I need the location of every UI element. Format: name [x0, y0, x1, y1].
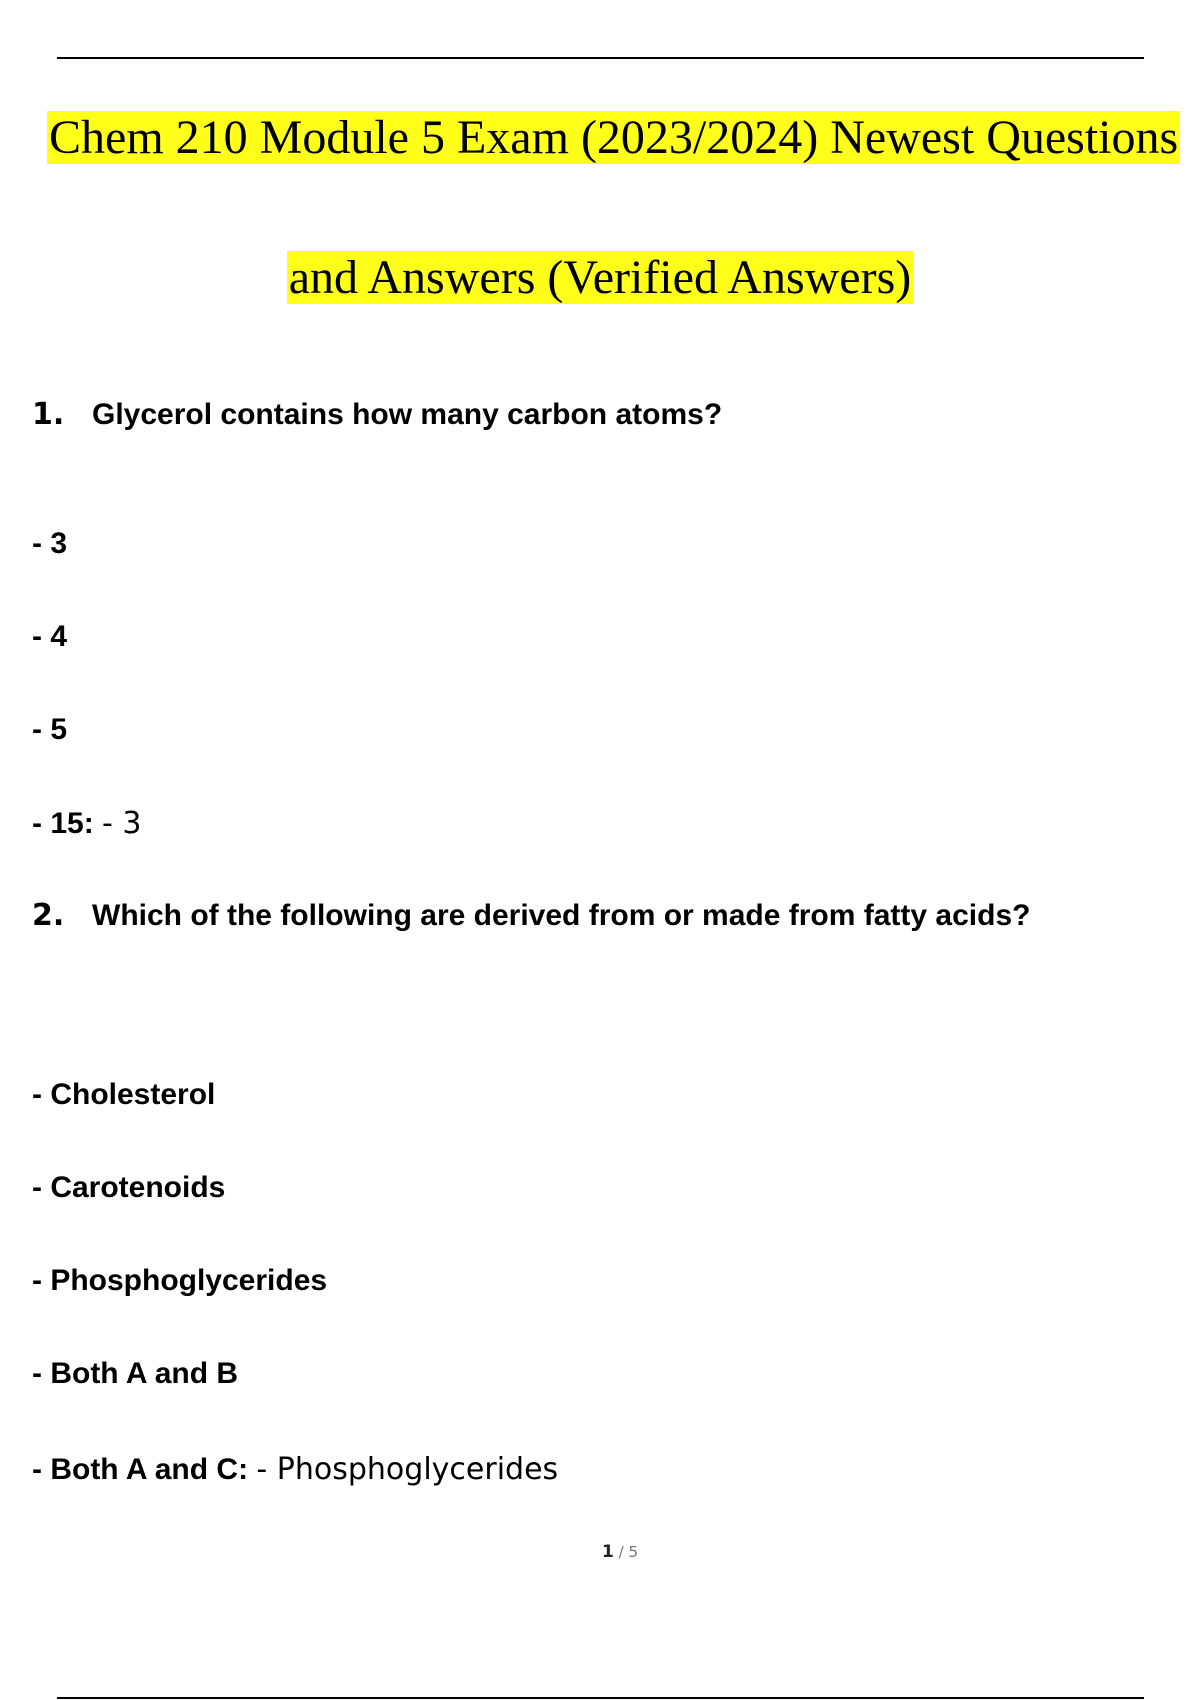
option-item: - 5 [32, 713, 68, 746]
bottom-divider [57, 1697, 1144, 1699]
question-2 [32, 898, 1030, 933]
document-title-line-1 [47, 110, 1180, 166]
question-1 [32, 397, 722, 432]
title-highlight: Chem 210 Module 5 Exam (2023/2024) Newest Questions [49, 111, 1179, 164]
option-item: - 4 [32, 620, 68, 653]
title-highlight: and Answers (Verified Answers) [288, 251, 912, 304]
option-item: - Cholesterol [32, 1078, 216, 1111]
option-item-with-answer [32, 806, 141, 841]
page-separator: / [613, 1543, 629, 1561]
answer-text: - 3 [102, 806, 142, 841]
current-page: 1 [602, 1542, 614, 1562]
option-item: - Carotenoids [32, 1171, 226, 1204]
question-number: 1. [32, 397, 65, 432]
question-text: Which of the following are derived from or made from fatty acids? [92, 899, 1031, 932]
option-label: - 15: [32, 807, 94, 840]
option-item-with-answer [32, 1452, 558, 1487]
option-item: - 3 [32, 527, 68, 560]
option-item: - Both A and B [32, 1357, 239, 1390]
document-title-line-2 [0, 250, 1200, 306]
question-number: 2. [32, 898, 65, 933]
total-pages: 5 [628, 1543, 638, 1561]
top-divider [57, 57, 1144, 59]
option-label: - Both A and C: [32, 1453, 249, 1486]
answer-text: - Phosphoglycerides [256, 1452, 559, 1487]
page-indicator [0, 1542, 1200, 1562]
option-item: - Phosphoglycerides [32, 1264, 328, 1297]
question-text: Glycerol contains how many carbon atoms? [92, 398, 723, 431]
